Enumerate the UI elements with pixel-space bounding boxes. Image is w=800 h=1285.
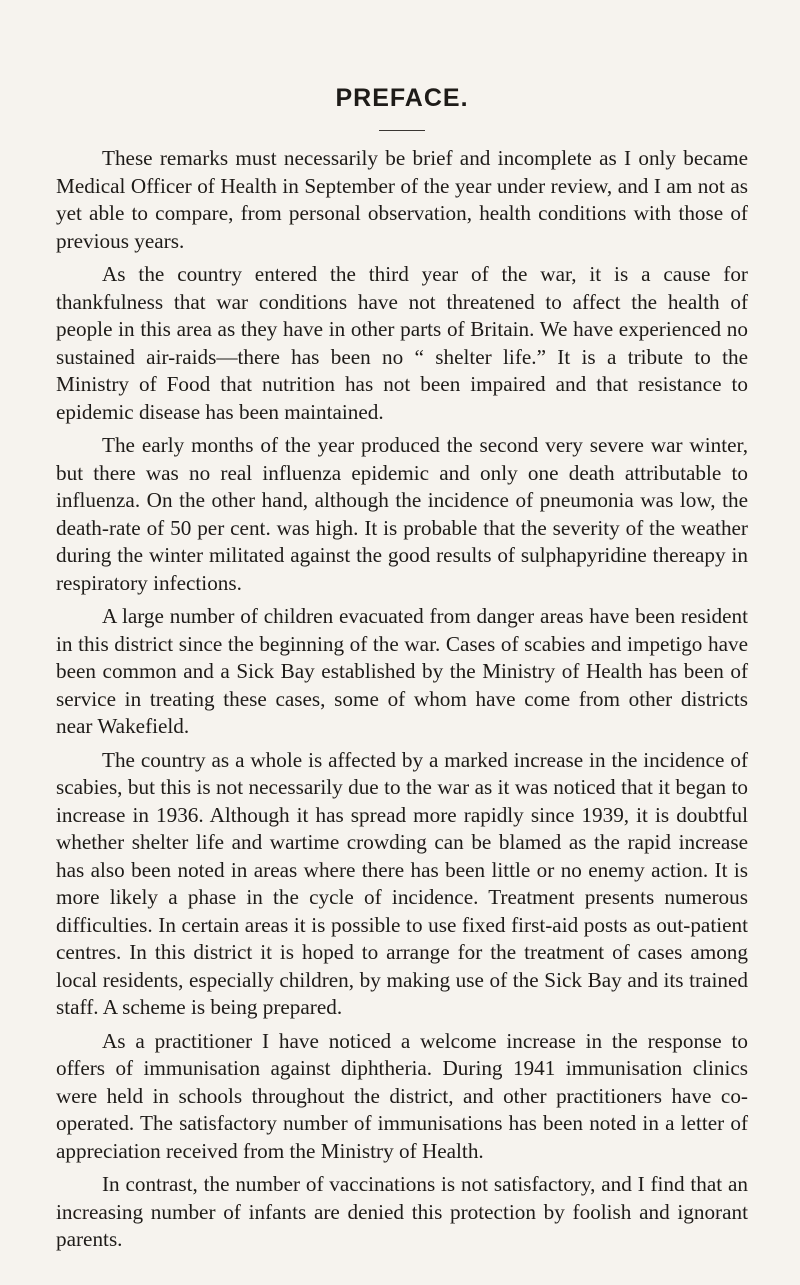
- paragraph: The country as a whole is affected by a marked increase in the incidence of scabies, but this is not necessarily due to the war as it was noticed that it began to increase in 1936. Although it has spread more rapidly since 1939, it is doubtful whether shelter life and wartime crowding can be blamed as the rapid increase has also been noted in areas where there has been little or no enemy action. It is more likely a phase in the cycle of incidence. Treatment presents numerous difficulties. In certain areas it is possible to use fixed first-aid posts as out-patient centres. In this district it is hoped to arrange for the treatment of cases among local residents, especially children, by making use of the Sick Bay and its trained staff. A scheme is being prepared.: [56, 747, 748, 1019]
- paragraph: As a practitioner I have noticed a welcome increase in the response to offers of immunisation against diphtheria. During 1941 immunisation clinics were held in schools throughout the district, and other practitioners have co-operated. The satisfactory number of immunisations has been noted in a letter of appreciation received from the Ministry of Health.: [56, 1028, 748, 1163]
- paragraph: The early months of the year produced the second very severe war winter, but there was no real influenza epidemic and only one death attributable to influenza. On the other hand, although the incidence of pneumonia was low, the death-rate of 50 per cent. was high. It is probable that the severity of the weather during the winter militated against the good results of sulphapyridine thereapy in respiratory infections.: [56, 433, 748, 595]
- paragraph: A large number of children evacuated from danger areas have been resident in this district since the beginning of the war. Cases of scabies and impetigo have been common and a Sick Bay established by the Ministry of Health has been of service in treating these cases, some of whom have come from other districts near Wakefield.: [56, 604, 748, 738]
- document-page: [56, 72, 748, 1260]
- paragraph: In contrast, the number of vaccinations is not satisfactory, and I find that an increasing number of infants are denied this protection by foolish and ignorant parents.: [56, 1172, 748, 1251]
- page-title: PREFACE.: [335, 84, 469, 112]
- title-rule: [379, 130, 425, 131]
- paragraph: As the country entered the third year of the war, it is a cause for thankfulness that war conditions have not threatened to affect the health of people in this area as they have in other parts of Britain. We have experienced no sustained air-raids—there has been no “ shelter life.” It is a tribute to the Ministry of Food that nutrition has not been impaired and that resistance to epidemic disease has been maintained.: [56, 262, 748, 424]
- paragraph: These remarks must necessarily be brief and incomplete as I only became Medical Officer of Health in September of the year under review, and I am not as yet able to compare, from personal observation, health conditions with those of previous years.: [56, 146, 748, 253]
